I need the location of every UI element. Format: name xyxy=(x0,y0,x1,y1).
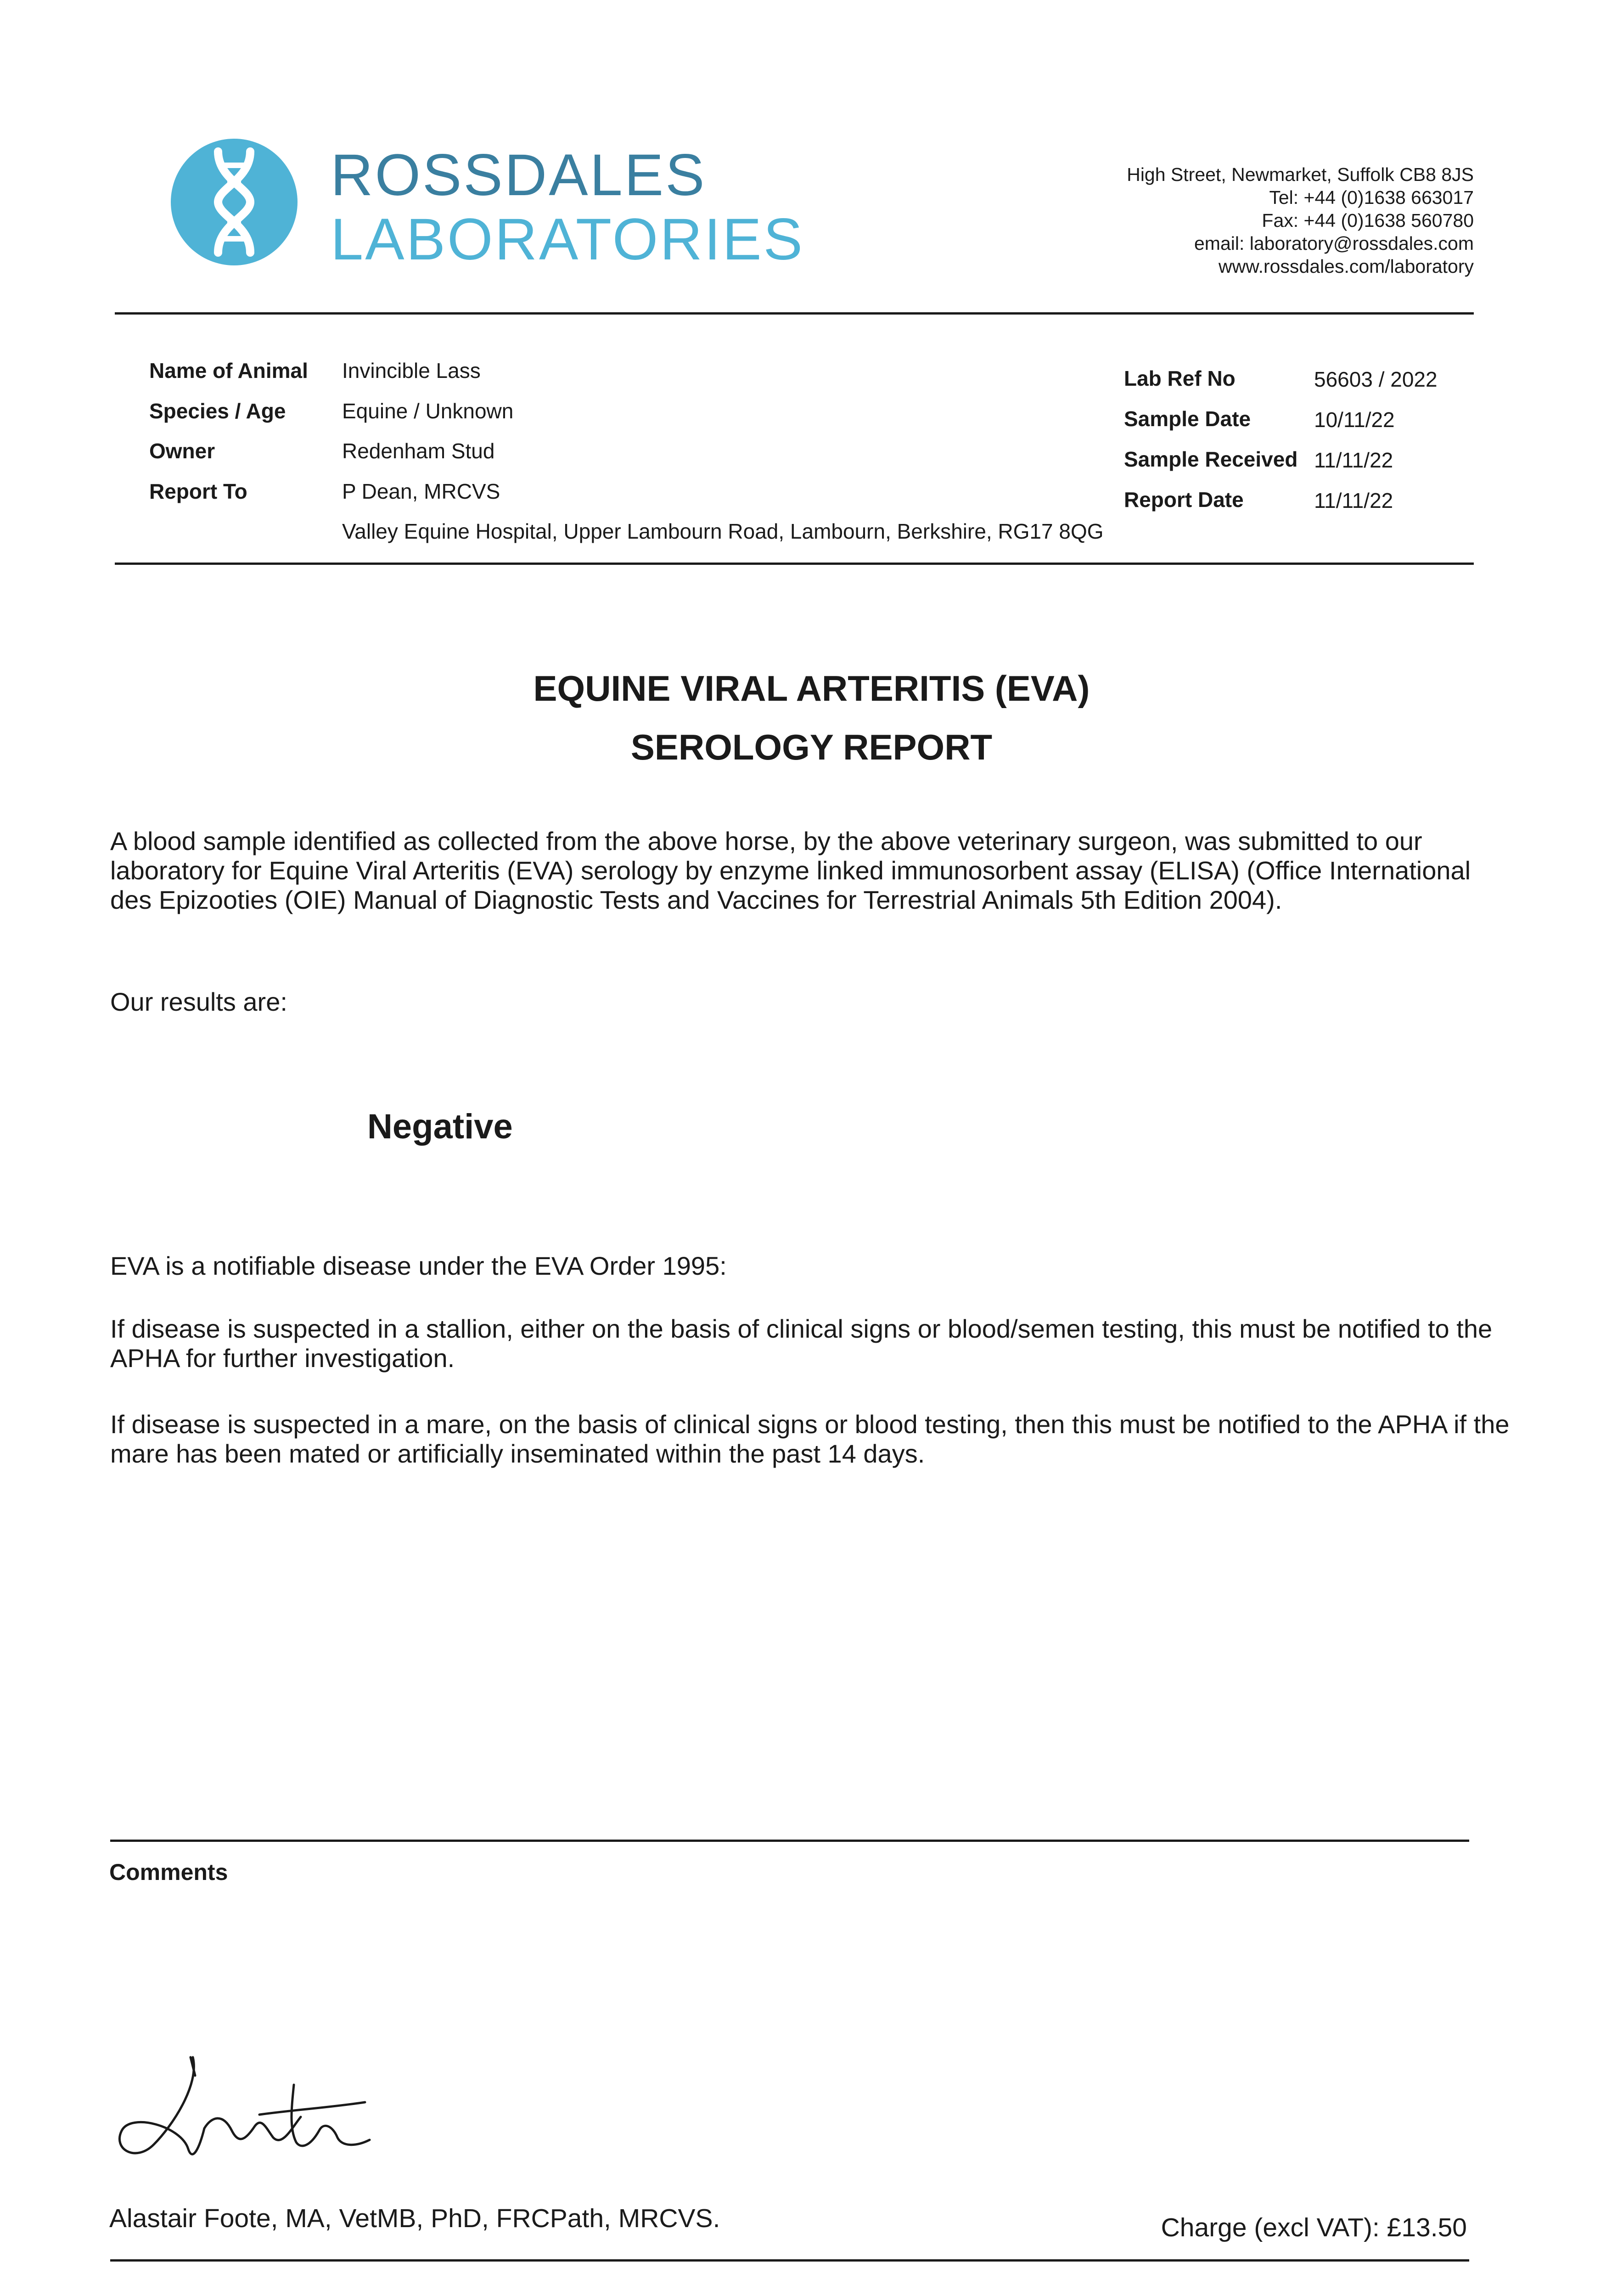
contact-email: email: laboratory@rossdales.com xyxy=(1194,233,1474,254)
species-age-value: Equine / Unknown xyxy=(342,399,514,423)
sample-date-value: 10/11/22 xyxy=(1314,408,1395,432)
header-divider xyxy=(115,312,1474,315)
mare-note: If disease is suspected in a mare, on the basis of clinical signs or blood testing, then this must be notified to the APHA if the mare has been mated or artificially inseminated within the past 14 days. xyxy=(110,1410,1510,1468)
signatory-name: Alastair Foote, MA, VetMB, PhD, FRCPath, MRCVS. xyxy=(109,2204,720,2233)
lab-ref-value: 56603 / 2022 xyxy=(1314,367,1438,391)
owner-value: Redenham Stud xyxy=(342,439,495,463)
result-value: Negative xyxy=(367,1107,513,1146)
results-intro: Our results are: xyxy=(110,987,287,1016)
brand-name-line1: ROSSDALES xyxy=(331,142,707,208)
sample-received-label: Sample Received xyxy=(1124,447,1298,471)
footer-divider xyxy=(110,2259,1469,2262)
info-divider xyxy=(115,563,1474,565)
intro-paragraph: A blood sample identified as collected from the above horse, by the above veterinary surgeon, was submitted to our laboratory for Equine Viral Arteritis (EVA) serology by enzyme linked immunosorbent assay (ELISA) (Office International des Epizooties (OIE) Manual of Diagnostic Tests and Vaccines for Terrestrial Animals 5th Edition 2004). xyxy=(110,827,1471,914)
sample-received-value: 11/11/22 xyxy=(1314,448,1393,472)
brand-name-line2: LABORATORIES xyxy=(331,207,804,272)
name-of-animal-label: Name of Animal xyxy=(149,359,308,383)
report-title-line1: EQUINE VIRAL ARTERITIS (EVA) xyxy=(533,668,1090,709)
sample-date-label: Sample Date xyxy=(1124,407,1251,431)
notifiable-statement: EVA is a notifiable disease under the EVA Order 1995: xyxy=(110,1251,727,1280)
contact-fax: Fax: +44 (0)1638 560780 xyxy=(1262,210,1474,231)
report-to-value: P Dean, MRCVS xyxy=(342,479,500,503)
report-title-line2: SEROLOGY REPORT xyxy=(630,727,993,767)
signature xyxy=(108,2048,475,2172)
contact-website: www.rossdales.com/laboratory xyxy=(1219,256,1474,277)
report-date-label: Report Date xyxy=(1124,488,1244,512)
contact-address: High Street, Newmarket, Suffolk CB8 8JS xyxy=(1127,164,1474,185)
stallion-note: If disease is suspected in a stallion, either on the basis of clinical signs or blood/semen testing, this must be notified to the APHA for further investigation. xyxy=(110,1314,1493,1373)
owner-label: Owner xyxy=(149,439,215,463)
lab-ref-label: Lab Ref No xyxy=(1124,366,1236,390)
dna-helix-icon xyxy=(170,138,298,266)
contact-tel: Tel: +44 (0)1638 663017 xyxy=(1269,187,1474,208)
species-age-label: Species / Age xyxy=(149,399,286,423)
comments-divider xyxy=(110,1840,1469,1842)
report-to-label: Report To xyxy=(149,479,247,503)
charge-amount: Charge (excl VAT): £13.50 xyxy=(1161,2213,1467,2242)
report-title xyxy=(0,659,1623,777)
report-date-value: 11/11/22 xyxy=(1314,489,1393,512)
contact-block xyxy=(1015,163,1474,278)
name-of-animal-value: Invincible Lass xyxy=(342,359,481,383)
report-to-address: Valley Equine Hospital, Upper Lambourn Road, Lambourn, Berkshire, RG17 8QG xyxy=(342,519,1104,543)
comments-label: Comments xyxy=(109,1859,228,1885)
